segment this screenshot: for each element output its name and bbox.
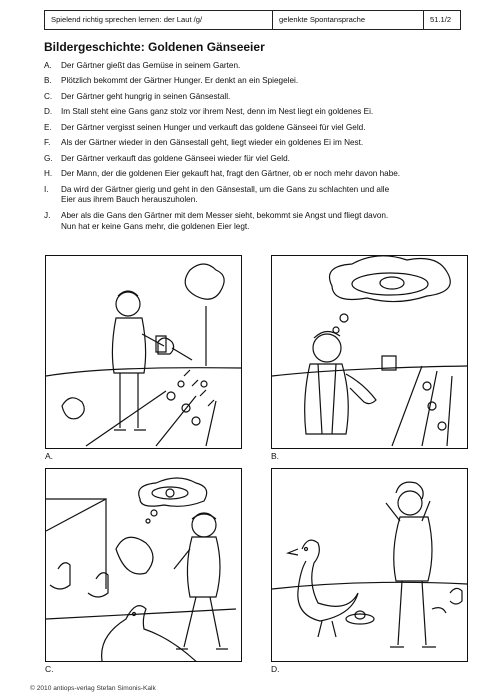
list-item — [44, 107, 464, 118]
list-item — [44, 154, 464, 165]
gardener-hungry-illustration — [272, 256, 467, 448]
panel-label-c: C. — [45, 664, 54, 674]
illustration-panel-a — [45, 255, 242, 449]
item-letter: A. — [44, 61, 52, 70]
header-page-number: 51.1/2 — [430, 15, 452, 24]
illustration-panel-c — [45, 468, 242, 662]
list-item — [44, 61, 464, 72]
item-text: Der Gärtner geht hungrig in seinen Gänsestall. — [61, 91, 231, 101]
item-letter: H. — [44, 169, 53, 179]
goose-with-golden-egg-illustration — [272, 469, 467, 661]
list-item — [44, 185, 464, 206]
list-item — [44, 123, 464, 134]
header-mode: gelenkte Spontansprache — [273, 11, 424, 29]
item-letter: J. — [44, 210, 51, 220]
list-item — [44, 92, 464, 103]
item-letter: E. — [44, 122, 52, 132]
item-text: Der Gärtner vergisst seinen Hunger und verkauft das goldene Gänseei für viel Geld. — [61, 122, 366, 132]
item-text: Im Stall steht eine Gans ganz stolz vor ihrem Nest, denn im Nest liegt ein goldenes Ei. — [61, 107, 374, 117]
panel-label-a: A. — [45, 451, 54, 461]
item-letter: C. — [44, 91, 53, 101]
list-item — [44, 169, 464, 180]
item-letter: F. — [44, 138, 51, 148]
item-letter: I. — [44, 184, 49, 194]
item-text: Aber als die Gans den Gärtner mit dem Messer sieht, bekommt sie Angst und fliegt davon. Nun hat er keine Gans mehr, die goldenen Eier legt. — [61, 210, 389, 231]
item-text: Als der Gärtner wieder in den Gänsestall geht, liegt wieder ein goldenes Ei im Nest. — [61, 138, 364, 148]
illustration-panel-b — [271, 255, 468, 449]
item-text: Der Gärtner gießt das Gemüse in seinem Garten. — [61, 61, 241, 70]
gardener-walking-to-stall-illustration — [46, 469, 241, 661]
story-sentence-list — [44, 61, 464, 237]
list-item — [44, 211, 464, 232]
item-letter: B. — [44, 76, 52, 86]
page-title: Bildergeschichte: Goldenen Gänseeier — [44, 40, 265, 54]
illustration-panel-d — [271, 468, 468, 662]
item-text: Der Gärtner verkauft das goldene Gänseei wieder für viel Geld. — [61, 153, 290, 163]
item-text: Der Mann, der die goldenen Eier gekauft hat, fragt den Gärtner, ob er noch mehr davon habe. — [61, 169, 401, 179]
header-subject: Spielend richtig sprechen lernen: der Laut /g/ — [45, 11, 273, 29]
list-item — [44, 138, 464, 149]
item-letter: D. — [44, 107, 53, 117]
item-text: Da wird der Gärtner gierig und geht in den Gänsestall, um die Gans zu schlachten und alle Eier aus ihrem Bauch herauszuholen. — [61, 184, 390, 205]
worksheet-header — [44, 10, 461, 30]
list-item — [44, 76, 464, 87]
copyright-footer: © 2010 antiops-verlag Stefan Simonis-Kalk — [30, 685, 156, 692]
item-letter: G. — [44, 153, 53, 163]
item-text: Plötzlich bekommt der Gärtner Hunger. Er denkt an ein Spiegelei. — [61, 76, 299, 86]
gardener-watering-illustration — [46, 256, 241, 448]
panel-label-d: D. — [271, 664, 280, 674]
panel-label-b: B. — [271, 451, 280, 461]
